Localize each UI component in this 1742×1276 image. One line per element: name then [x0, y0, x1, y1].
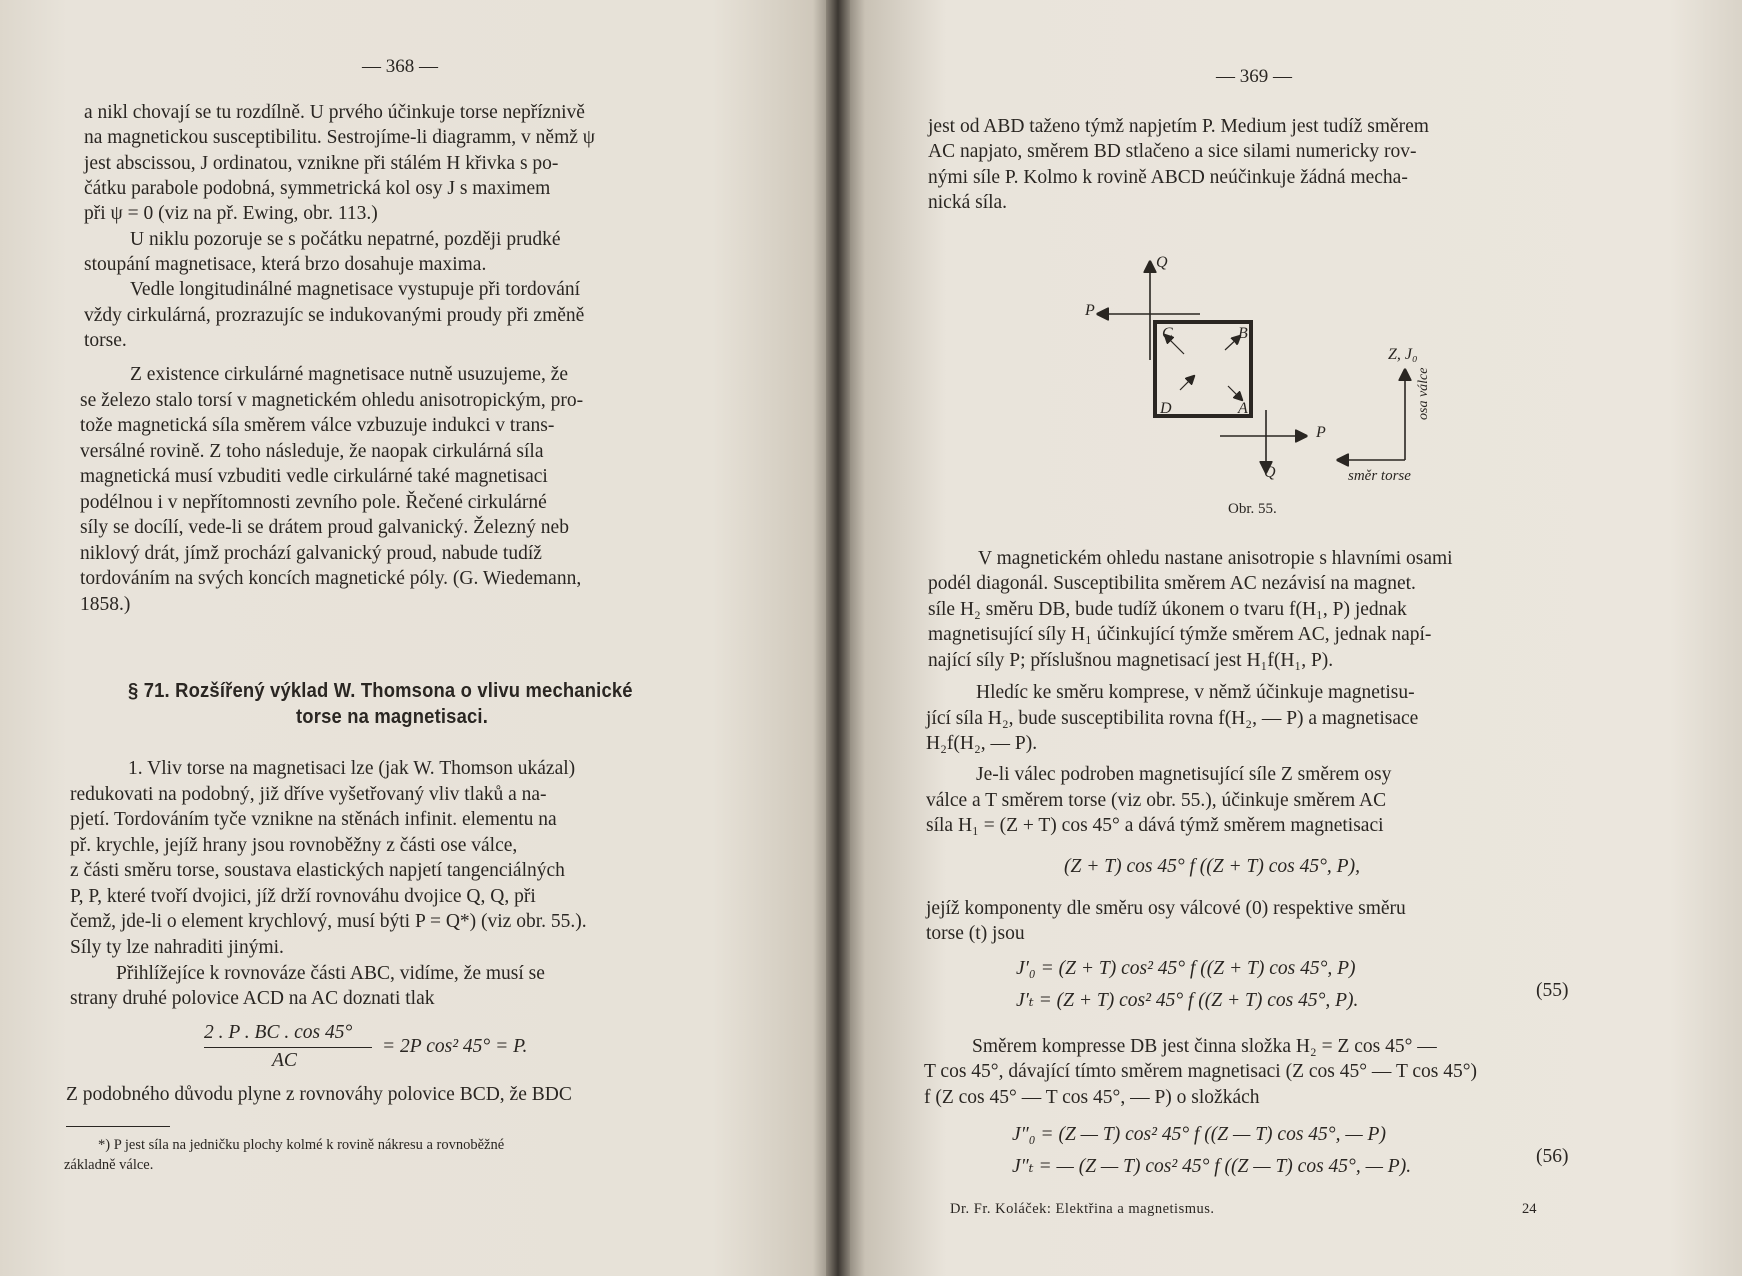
equation: J′₀ = (Z + T) cos² 45° f ((Z + T) cos 45°, P) [1016, 958, 1356, 979]
text-line: U niklu pozoruje se s počátku nepatrné, později prudké [130, 229, 561, 250]
text-line: pjetí. Tordováním tyče vznikne na stěnách infinit. elementu na [70, 809, 557, 830]
text-line: tože magnetická síla směrem válce vzbuzuje indukci v trans- [80, 415, 555, 436]
text-line: stoupání magnetisace, která brzo dosahuje maxima. [84, 254, 487, 275]
formula-denominator: AC [272, 1050, 297, 1071]
text-line: nající síly P; příslušnou magnetisací jest H₁f(H₁, P). [928, 650, 1334, 671]
fig-label-q-bottom: Q [1264, 464, 1276, 481]
text-line: T cos 45°, dávající tímto směrem magnetisaci (Z cos 45° — T cos 45°) [924, 1061, 1478, 1082]
book-gutter [826, 0, 850, 1276]
equation: J″ₜ = — (Z — T) cos² 45° f ((Z — T) cos 45°, — P). [1012, 1156, 1412, 1177]
text-line: strany druhé polovice ACD na AC doznati tlak [70, 988, 435, 1009]
text-line: podél diagonál. Susceptibilita směrem AC nezávisí na magnet. [928, 573, 1416, 594]
signature-number: 24 [1522, 1201, 1537, 1217]
fig-label-zj: Z, J₀ [1388, 346, 1418, 363]
text-line: Směrem kompresse DB jest činna složka H₂ = Z cos 45° — [972, 1036, 1437, 1057]
text-line: Z existence cirkulárné magnetisace nutně usuzujeme, že [130, 364, 569, 385]
footnote-rule [66, 1126, 170, 1127]
footnote: základně válce. [64, 1157, 154, 1173]
text-line: Je-li válec podroben magnetisující síle Z směrem osy [976, 764, 1392, 785]
page-number-right: — 369 — [1216, 66, 1292, 87]
equation-number: (56) [1536, 1146, 1569, 1167]
text-line: síly se docílí, vede-li se drátem proud galvanický. Železný neb [80, 517, 569, 538]
text-line: torse. [84, 330, 127, 351]
footnote: *) P jest síla na jedničku plochy kolmé k rovině nákresu a rovnoběžné [98, 1137, 505, 1153]
text-line: vždy cirkulárná, prozrazujíc se indukovanými proudy při změně [84, 305, 585, 326]
fig-label-osa: osa válce [1416, 367, 1431, 420]
arrow-diag [1180, 376, 1194, 390]
text-line: jící síla H₂, bude susceptibilita rovna f(H₂, — P) a magnetisace [926, 708, 1419, 729]
text-line: síla H₁ = (Z + T) cos 45° a dává týmž směrem magnetisaci [926, 815, 1384, 836]
text-line: torse (t) jsou [926, 923, 1025, 944]
text-line: jejíž komponenty dle směru osy válcové (0) respektive směru [926, 898, 1406, 919]
text-line: niklový drát, jímž prochází galvanický proud, nabude tudíž [80, 543, 542, 564]
text-line: Vedle longitudinálné magnetisace vystupuje při tordování [130, 279, 581, 300]
fig-label-p-right: P [1316, 424, 1326, 441]
fig-label-smer: směr torse [1348, 468, 1411, 484]
fig-label-a: A [1238, 400, 1248, 417]
text-line: a nikl chovají se tu rozdílně. U prvého účinkuje torse nepříznivě [84, 102, 585, 123]
formula-numerator: 2 . P . BC . cos 45° [204, 1022, 353, 1043]
figure-caption: Obr. 55. [1228, 501, 1277, 517]
formula-rhs: = 2P cos² 45° = P. [382, 1036, 528, 1057]
text-line: při ψ = 0 (viz na př. Ewing, obr. 113.) [84, 203, 378, 224]
text-line: jest abscissou, J ordinatou, vznikne při stálém H křivka s po- [84, 153, 559, 174]
text-line: nická síla. [928, 192, 1008, 213]
text-line: 1. Vliv torse na magnetisaci lze (jak W. Thomson ukázal) [128, 758, 576, 779]
fig-label-c: C [1162, 325, 1173, 342]
equation: J′ₜ = (Z + T) cos² 45° f ((Z + T) cos 45°, P). [1016, 990, 1359, 1011]
text-line: Z podobného důvodu plyne z rovnováhy polovice BCD, že BDC [66, 1084, 572, 1105]
section-heading: § 71. Rozšířený výklad W. Thomsona o vlivu mechanické [128, 680, 633, 702]
text-line: V magnetickém ohledu nastane anisotropie s hlavními osami [978, 548, 1453, 569]
running-footer: Dr. Fr. Koláček: Elektřina a magnetismus. [950, 1201, 1215, 1217]
text-line: magnetisující síly H₁ účinkující týmže směrem AC, jednak napí- [928, 624, 1432, 645]
section-heading: torse na magnetisaci. [296, 706, 489, 728]
text-line: jest od ABD taženo týmž napjetím P. Medium jest tudíž směrem [928, 116, 1429, 137]
text-line: Hledíc ke směru komprese, v němž účinkuje magnetisu- [976, 682, 1415, 703]
fig-label-p-left: P [1085, 302, 1095, 319]
text-line: 1858.) [80, 594, 131, 615]
arrow-diag [1228, 386, 1242, 400]
fig-label-b: B [1238, 325, 1248, 342]
page-number-left: — 368 — [362, 56, 438, 77]
text-line: válce a T směrem torse (viz obr. 55.), účinkuje směrem AC [926, 790, 1387, 811]
equation-number: (55) [1536, 980, 1569, 1001]
text-line: versálné rovině. Z toho následuje, že naopak cirkulárná síla [80, 441, 544, 462]
text-line: př. krychle, jejíž hrany jsou rovnoběžny z části ose válce, [70, 835, 518, 856]
text-line: f (Z cos 45° — T cos 45°, — P) o složkách [924, 1087, 1260, 1108]
formula: (Z + T) cos 45° f ((Z + T) cos 45°, P), [1064, 856, 1360, 877]
text-line: nými síle P. Kolmo k rovině ABCD neúčinkuje žádná mecha- [928, 167, 1408, 188]
equation: J″₀ = (Z — T) cos² 45° f ((Z — T) cos 45°, — P) [1012, 1124, 1386, 1145]
text-line: Přihlížejíce k rovnováze části ABC, vidíme, že musí se [116, 963, 545, 984]
fig-label-d: D [1160, 400, 1172, 417]
text-line: H₂f(H₂, — P). [926, 733, 1038, 754]
text-line: Síly ty lze nahraditi jinými. [70, 937, 284, 958]
text-line: se železo stalo torsí v magnetickém ohledu anisotropickým, pro- [80, 390, 584, 411]
text-line: tordováním na svých koncích magnetické póly. (G. Wiedemann, [80, 568, 582, 589]
text-line: magnetická musí vzbuditi vedle cirkulárné také magnetisaci [80, 466, 548, 487]
fig-label-q-top: Q [1156, 254, 1168, 271]
text-line: čátku parabole podobná, symmetrická kol osy J s maximem [84, 178, 551, 199]
text-line: podélnou i v nepřítomnosti zevního pole. Řečené cirkulárné [80, 492, 547, 513]
text-line: čemž, jde-li o element krychlový, musí býti P = Q*) (viz obr. 55.). [70, 911, 587, 932]
text-line: AC napjato, směrem BD stlačeno a sice silami numericky rov- [928, 141, 1417, 162]
text-line: síle H₂ směru DB, bude tudíž úkonem o tvaru f(H₁, P) jednak [928, 599, 1407, 620]
text-line: z části směru torse, soustava elastických napjetí tangenciálných [70, 860, 565, 881]
text-line: redukovati na podobný, již dříve vyšetřovaný vliv tlaků a na- [70, 784, 547, 805]
fraction-bar [204, 1047, 372, 1048]
text-line: na magnetickou susceptibilitu. Sestrojíme-li diagramm, v němž ψ [84, 127, 595, 148]
text-line: P, P, které tvoří dvojici, jíž drží rovnováhu dvojice Q, Q, při [70, 886, 536, 907]
